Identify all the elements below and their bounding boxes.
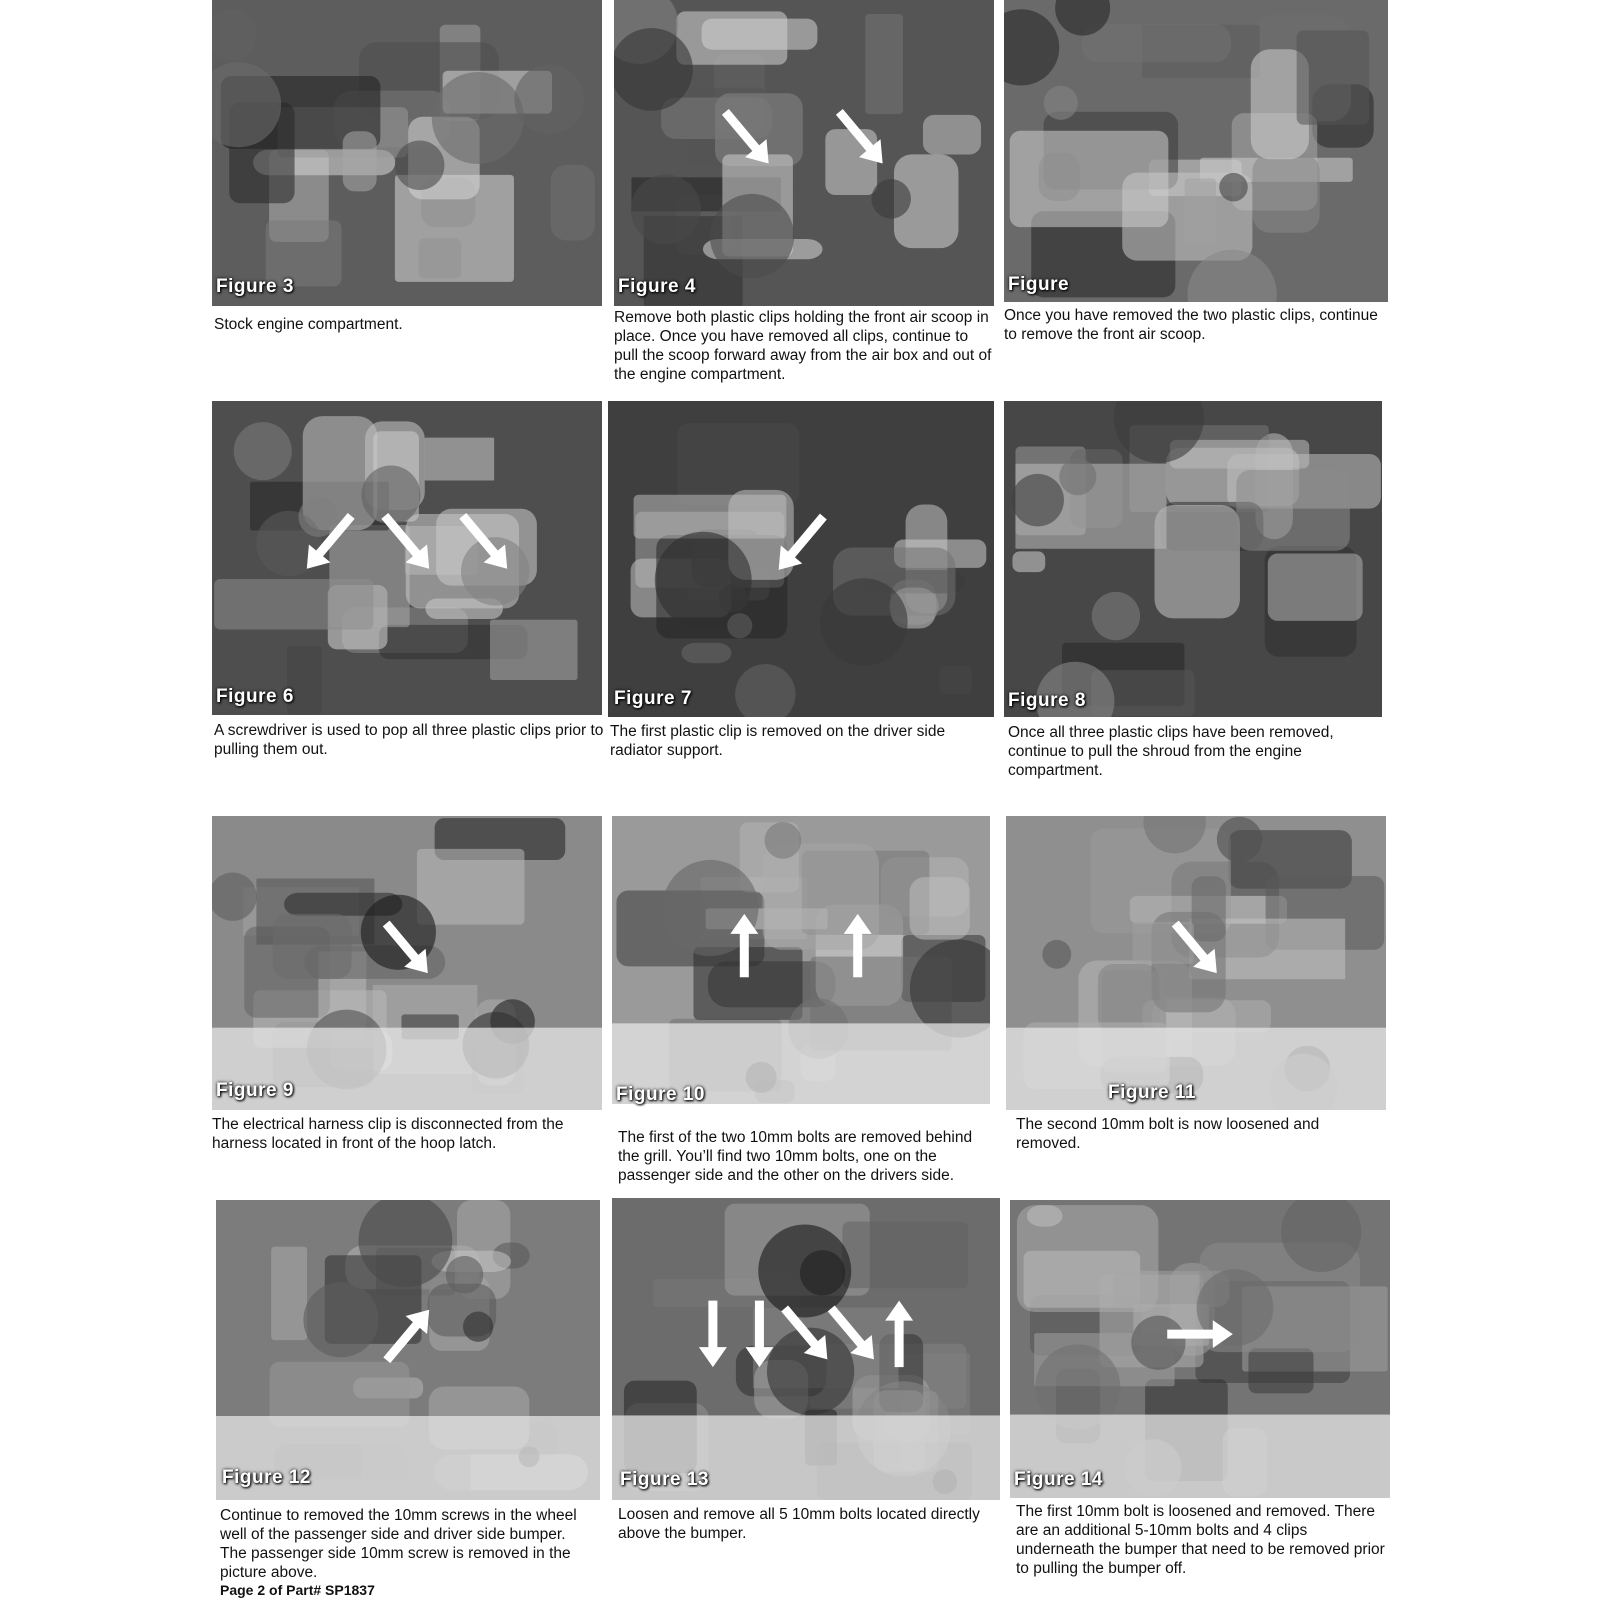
figure-7-caption: The first plastic clip is removed on the driver side radiator support. <box>610 723 946 759</box>
figure-9-label: Figure 9 <box>216 1080 294 1101</box>
figure-7-label: Figure 7 <box>614 688 692 709</box>
figure-3-photo <box>212 0 602 306</box>
figure-12-photo <box>216 1200 600 1500</box>
figure-6-caption: A screwdriver is used to pop all three plastic clips prior to pulling them out. <box>214 722 604 758</box>
figure-12-caption: Continue to removed the 10mm screws in the wheel well of the passenger side and driver side bumper. The passenger side 10mm screw is removed in the picture above. <box>220 1507 577 1581</box>
figure-5-caption: Once you have removed the two plastic clips, continue to remove the front air scoop. <box>1004 307 1378 343</box>
figure-9-photo <box>212 816 602 1110</box>
figure-5-photo <box>1004 0 1388 302</box>
figure-13-photo <box>612 1198 1000 1500</box>
figure-6-photo <box>212 401 602 715</box>
figure-12-label: Figure 12 <box>222 1467 311 1488</box>
figure-3-caption: Stock engine compartment. <box>214 316 403 333</box>
figure-8-photo <box>1004 401 1382 717</box>
figure-11-label: Figure 11 <box>1108 1082 1196 1103</box>
figure-4-photo <box>614 0 994 306</box>
figure-14-photo <box>1010 1200 1390 1498</box>
page-footer: Page 2 of Part# SP1837 <box>220 1582 375 1598</box>
figure-4-label: Figure 4 <box>618 276 696 297</box>
figure-13-label: Figure 13 <box>620 1469 709 1490</box>
figure-5-label: Figure <box>1008 274 1070 295</box>
figure-11-photo <box>1006 816 1386 1110</box>
figure-14-label: Figure 14 <box>1014 1469 1103 1490</box>
figure-4-caption: Remove both plastic clips holding the front air scoop in place. Once you have removed all clips, continue to pull the scoop forward away from the air box and out of the engine compartment. <box>614 309 992 383</box>
figure-10-photo <box>612 816 990 1104</box>
figure-11-caption: The second 10mm bolt is now loosened and removed. <box>1016 1116 1320 1152</box>
figure-8-caption: Once all three plastic clips have been removed, continue to pull the shroud from the engine compartment. <box>1008 724 1334 779</box>
figure-10-label: Figure 10 <box>616 1084 705 1105</box>
figure-10-caption: The first of the two 10mm bolts are removed behind the grill. You’ll find two 10mm bolts, one on the passenger side and the other on the drivers side. <box>618 1129 973 1184</box>
figure-13-caption: Loosen and remove all 5 10mm bolts located directly above the bumper. <box>618 1506 980 1542</box>
figure-6-label: Figure 6 <box>216 686 294 707</box>
figure-9-caption: The electrical harness clip is disconnected from the harness located in front of the hoop latch. <box>212 1116 564 1152</box>
figure-8-label: Figure 8 <box>1008 690 1086 711</box>
figure-3-label: Figure 3 <box>216 276 294 297</box>
figure-7-photo <box>608 401 994 717</box>
figure-14-caption: The first 10mm bolt is loosened and removed. There are an additional 5-10mm bolts and 4 clips underneath the bumper that need to be removed prior to pulling the bumper off. <box>1016 1503 1385 1577</box>
